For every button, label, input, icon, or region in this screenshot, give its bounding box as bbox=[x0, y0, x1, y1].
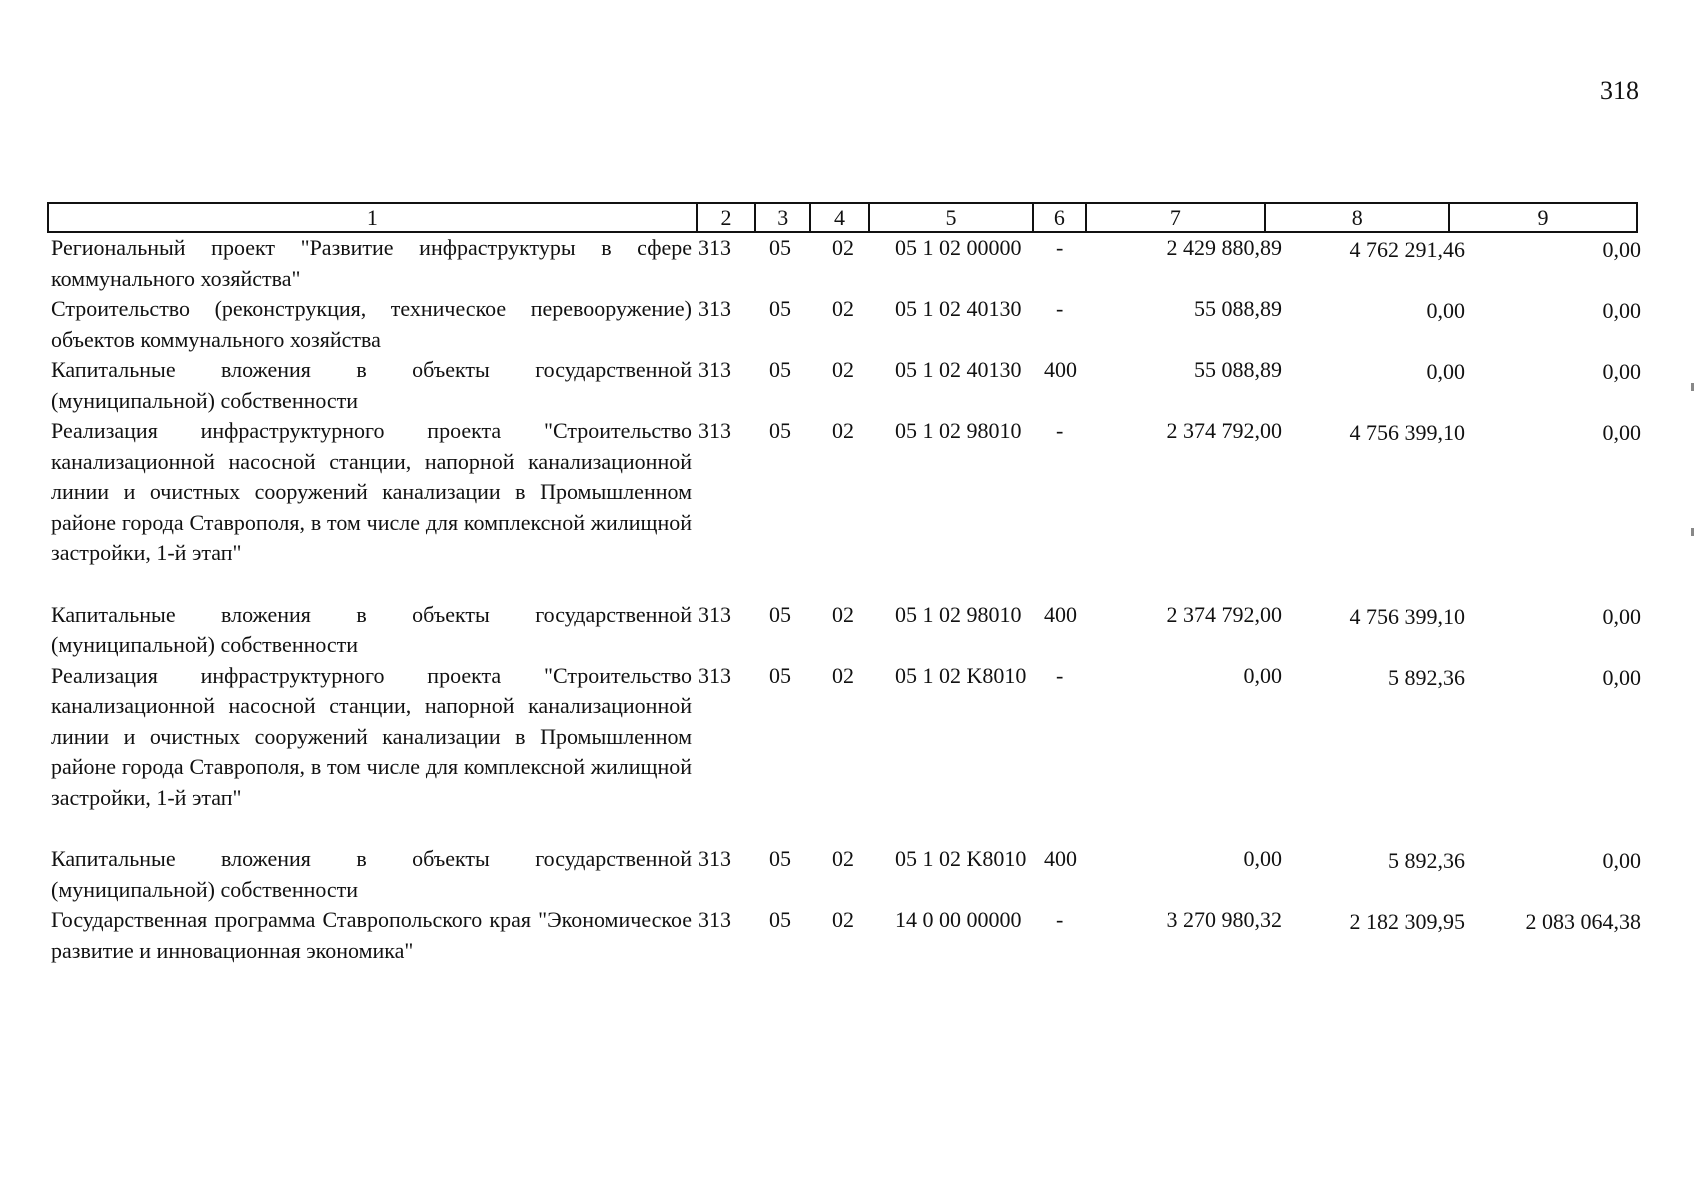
row-col-5: 05 1 02 40130 bbox=[895, 357, 1022, 382]
row-col-7: 0,00 bbox=[1243, 662, 1282, 688]
row-col-7: 2 374 792,00 bbox=[1166, 418, 1282, 443]
row-col-9: 0,00 bbox=[1602, 420, 1641, 445]
row-col-6: - bbox=[1056, 235, 1064, 260]
row-col-5: 05 1 02 K8010 bbox=[895, 846, 1027, 871]
row-col-2: 313 bbox=[698, 357, 731, 382]
row-col-6: 400 bbox=[1044, 357, 1077, 382]
row-col-9: 0,00 bbox=[1602, 664, 1641, 690]
table-row bbox=[51, 416, 1641, 569]
row-col-8: 4 756 399,10 bbox=[1349, 420, 1465, 445]
row-col-3: 05 bbox=[769, 846, 791, 871]
row-col-4: 02 bbox=[832, 357, 854, 382]
row-col-5: 05 1 02 98010 bbox=[895, 601, 1022, 627]
row-col-3: 05 bbox=[769, 662, 791, 688]
row-name: Государственная программа Ставропольского края "Экономическое развитие и инновационная экономика" bbox=[51, 907, 692, 963]
row-col-4: 02 bbox=[832, 846, 854, 871]
row-col-6: 400 bbox=[1044, 846, 1077, 871]
row-col-6: - bbox=[1056, 907, 1064, 932]
row-name: Региональный проект "Развитие инфраструктуры в сфере коммунального хозяйства" bbox=[51, 235, 692, 291]
row-col-6: - bbox=[1056, 662, 1064, 688]
row-col-4: 02 bbox=[832, 418, 854, 443]
row-col-8: 4 762 291,46 bbox=[1349, 237, 1465, 262]
row-col-7: 55 088,89 bbox=[1194, 357, 1282, 382]
row-col-8: 4 756 399,10 bbox=[1349, 603, 1465, 629]
header-col-3: 3 bbox=[755, 203, 810, 232]
row-col-6: - bbox=[1056, 418, 1064, 443]
table-row bbox=[51, 905, 1641, 966]
row-col-6: 400 bbox=[1044, 601, 1077, 627]
row-col-9: 0,00 bbox=[1602, 298, 1641, 323]
row-col-2: 313 bbox=[698, 662, 731, 688]
row-col-8: 0,00 bbox=[1426, 298, 1465, 323]
row-col-5: 14 0 00 00000 bbox=[895, 907, 1022, 932]
header-col-2: 2 bbox=[697, 203, 755, 232]
row-col-3: 05 bbox=[769, 235, 791, 260]
row-col-5: 05 1 02 98010 bbox=[895, 418, 1022, 443]
row-col-3: 05 bbox=[769, 907, 791, 932]
row-col-2: 313 bbox=[698, 418, 731, 443]
row-col-8: 5 892,36 bbox=[1388, 664, 1465, 690]
page-number: 318 bbox=[1600, 76, 1639, 105]
row-col-2: 313 bbox=[698, 296, 731, 321]
row-col-3: 05 bbox=[769, 418, 791, 443]
row-name: Строительство (реконструкция, техническое перевооружение) объектов коммунального хозяйства bbox=[51, 296, 692, 352]
row-col-2: 313 bbox=[698, 907, 731, 932]
table-row bbox=[51, 600, 1641, 661]
table-row bbox=[51, 661, 1641, 814]
row-col-2: 313 bbox=[698, 235, 731, 260]
row-col-5: 05 1 02 K8010 bbox=[895, 662, 1027, 688]
table-row bbox=[51, 844, 1641, 905]
header-col-8: 8 bbox=[1265, 203, 1449, 232]
row-col-3: 05 bbox=[769, 601, 791, 627]
row-col-7: 0,00 bbox=[1243, 846, 1282, 871]
table-row bbox=[51, 233, 1641, 294]
row-col-2: 313 bbox=[698, 846, 731, 871]
header-col-7: 7 bbox=[1086, 203, 1266, 232]
header-col-1: 1 bbox=[48, 203, 697, 232]
row-col-9: 0,00 bbox=[1602, 237, 1641, 262]
row-col-6: - bbox=[1056, 296, 1064, 321]
header-col-5: 5 bbox=[869, 203, 1034, 232]
row-col-8: 5 892,36 bbox=[1388, 848, 1465, 873]
row-col-4: 02 bbox=[832, 296, 854, 321]
row-col-7: 3 270 980,32 bbox=[1166, 907, 1282, 932]
row-col-4: 02 bbox=[832, 601, 854, 627]
row-name: Капитальные вложения в объекты государственной (муниципальной) собственности bbox=[51, 846, 692, 902]
row-col-3: 05 bbox=[769, 357, 791, 382]
table-row bbox=[51, 355, 1641, 416]
row-col-9: 0,00 bbox=[1602, 359, 1641, 384]
row-col-8: 2 182 309,95 bbox=[1349, 909, 1465, 934]
row-name: Реализация инфраструктурного проекта "Строительство канализационной насосной станции, напорной канализационной линии и очистных сооружений канализации в Промышленном районе города Ставрополя, в том числе для комплексной жилищной застройки, 1-й этап" bbox=[51, 662, 692, 810]
row-col-9: 0,00 bbox=[1602, 603, 1641, 629]
budget-table-body bbox=[51, 233, 1641, 966]
row-col-5: 05 1 02 00000 bbox=[895, 235, 1022, 260]
header-col-4: 4 bbox=[810, 203, 868, 232]
row-name: Капитальные вложения в объекты государственной (муниципальной) собственности bbox=[51, 357, 692, 413]
column-number-header bbox=[47, 202, 1638, 233]
row-col-7: 55 088,89 bbox=[1194, 296, 1282, 321]
row-col-4: 02 bbox=[832, 235, 854, 260]
row-name: Капитальные вложения в объекты государственной (муниципальной) собственности bbox=[51, 601, 692, 657]
row-col-3: 05 bbox=[769, 296, 791, 321]
row-col-4: 02 bbox=[832, 662, 854, 688]
row-col-9: 2 083 064,38 bbox=[1525, 909, 1641, 934]
row-col-4: 02 bbox=[832, 907, 854, 932]
table-row bbox=[51, 294, 1641, 355]
row-name: Реализация инфраструктурного проекта "Строительство канализационной насосной станции, напорной канализационной линии и очистных сооружений канализации в Промышленном районе города Ставрополя, в том числе для комплексной жилищной застройки, 1-й этап" bbox=[51, 418, 692, 565]
header-col-6: 6 bbox=[1033, 203, 1085, 232]
row-col-5: 05 1 02 40130 bbox=[895, 296, 1022, 321]
row-col-7: 2 429 880,89 bbox=[1166, 235, 1282, 260]
row-col-9: 0,00 bbox=[1602, 848, 1641, 873]
row-col-2: 313 bbox=[698, 601, 731, 627]
row-col-7: 2 374 792,00 bbox=[1166, 601, 1282, 627]
row-col-8: 0,00 bbox=[1426, 359, 1465, 384]
header-col-9: 9 bbox=[1449, 203, 1637, 232]
